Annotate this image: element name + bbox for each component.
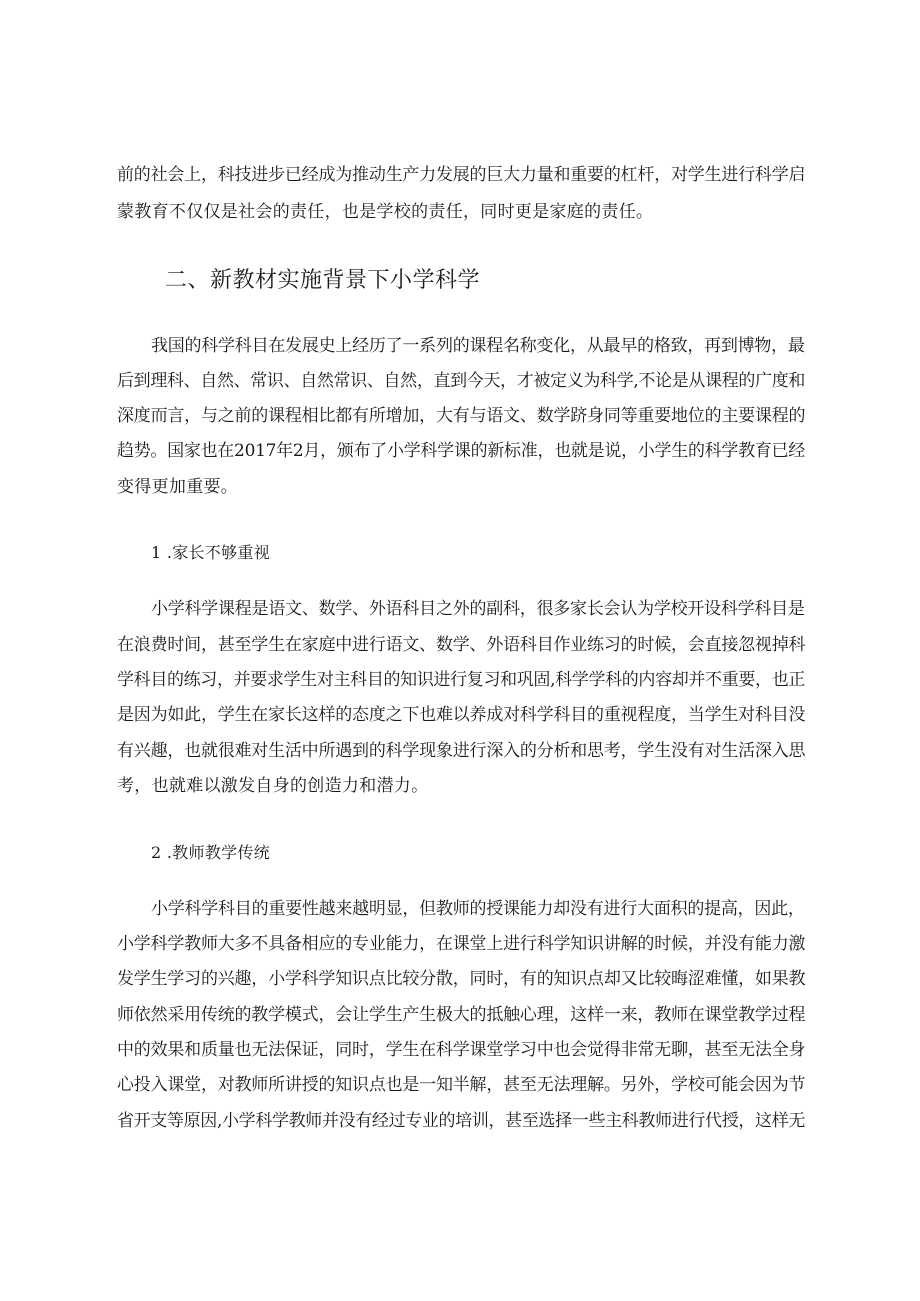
sub1-line-6: 考，也就难以激发自身的创造力和潜力。 — [117, 776, 429, 796]
section2-line-5: 变得更加重要。 — [117, 477, 239, 497]
sub1-line-5: 有兴趣，也就很难对生活中所遇到的科学现象进行深入的分析和思考，学生没有对生活深入思 — [117, 741, 806, 761]
sub1-line-1: 小学科学课程是语文、数学、外语科目之外的副科，很多家长会认为学校开设科学科目是 — [151, 599, 805, 619]
sub2-line-2: 小学科学教师大多不具备相应的专业能力，在课堂上进行科学知识讲解的时候，并没有能力激 — [117, 934, 806, 954]
sub1-line-3: 学科目的练习，并要求学生对主科目的知识进行复习和巩固,科学学科的内容却并不重要，也正 — [117, 670, 806, 690]
section-heading: 二、新教材实施背景下小学科学 — [165, 268, 481, 293]
intro-line-1: 前的社会上，科技进步已经成为推动生产力发展的巨大力量和重要的杠杆，对学生进行科学启 — [117, 165, 806, 185]
sub1-line-2: 在浪费时间，甚至学生在家庭中进行语文、数学、外语科目作业练习的时候，会直接忽视掉科 — [117, 635, 806, 655]
subheading-2: 2 .教师教学传统 — [151, 843, 271, 862]
section2-line-2: 后到理科、自然、常识、自然常识、自然，直到今天，才被定义为科学,不论是从课程的广度和 — [117, 371, 806, 391]
subheading-1: 1 .家长不够重视 — [151, 543, 271, 562]
sub1-line-4: 是因为如此，学生在家长这样的态度之下也难以养成对科学科目的重视程度，当学生对科目没 — [117, 705, 806, 725]
section2-line-3: 深度而言，与之前的课程相比都有所增加，大有与语文、数学跻身同等重要地位的主要课程的 — [117, 406, 806, 426]
section2-line-4: 趋势。国家也在2017年2月，颁布了小学科学课的新标准，也就是说，小学生的科学教育已经 — [117, 441, 805, 461]
sub2-line-3: 发学生学习的兴趣，小学科学知识点比较分散，同时，有的知识点却又比较晦涩难懂，如果教 — [117, 969, 806, 989]
sub2-line-7: 省开支等原因,小学科学教师并没有经过专业的培训，甚至选择一些主科教师进行代授，这样无 — [117, 1111, 806, 1131]
sub2-line-5: 中的效果和质量也无法保证，同时，学生在科学课堂学习中也会觉得非常无聊，甚至无法全身 — [117, 1040, 806, 1060]
sub2-line-4: 师依然采用传统的教学模式，会让学生产生极大的抵触心理，这样一来，教师在课堂教学过程 — [117, 1005, 806, 1025]
intro-line-2: 蒙教育不仅仅是社会的责任，也是学校的责任，同时更是家庭的责任。 — [117, 202, 654, 222]
sub2-line-1: 小学科学科目的重要性越来越明显，但教师的授课能力却没有进行大面积的提高，因此， — [151, 899, 805, 919]
section2-line-1: 我国的科学科目在发展史上经历了一系列的课程名称变化，从最早的格致，再到博物，最 — [151, 336, 805, 356]
sub2-line-6: 心投入课堂，对教师所讲授的知识点也是一知半解，甚至无法理解。另外，学校可能会因为节 — [117, 1075, 806, 1095]
